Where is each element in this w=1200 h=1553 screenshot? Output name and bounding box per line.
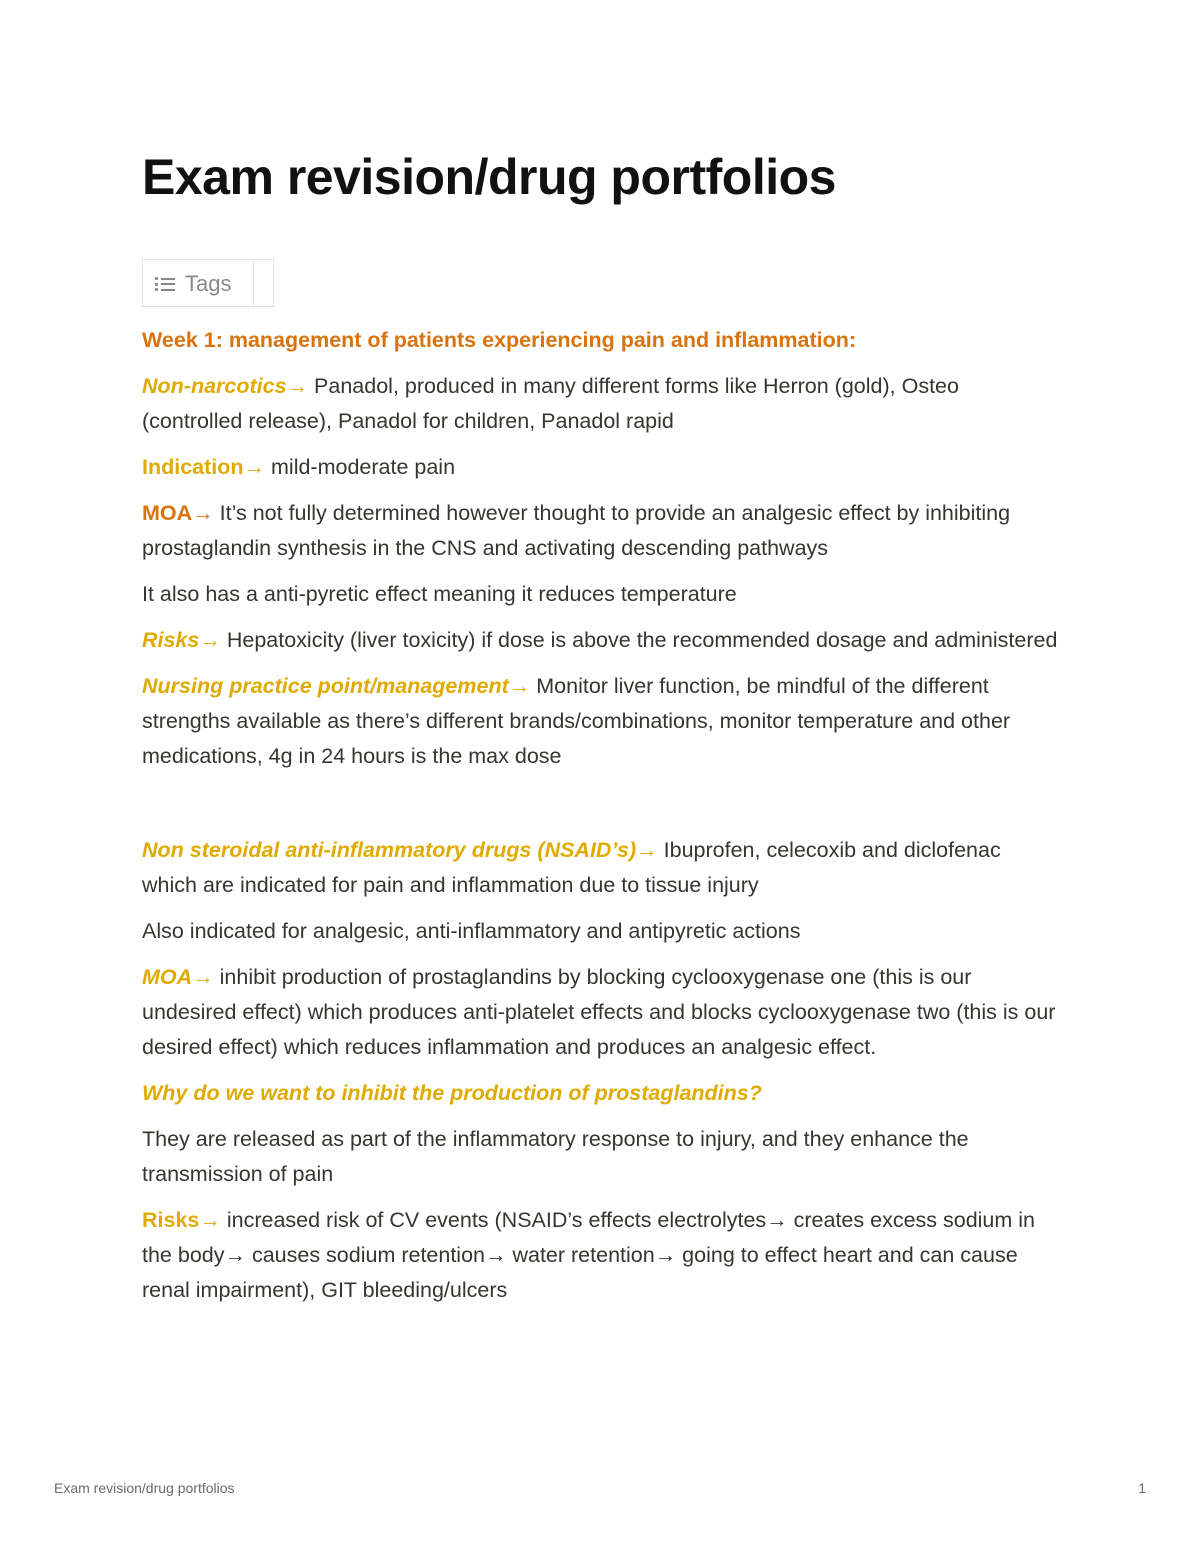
paragraph-risks-nsaids: Risks→ increased risk of CV events (NSAID’s effects electrolytes→ creates excess sodium in the body→ causes sodium retention→ water retention→ going to effect heart and can cause renal impairment), GIT bleeding/ulcers [142, 1208, 1036, 1302]
label-indication: Indication→ [142, 455, 266, 479]
page-footer [54, 1480, 1146, 1496]
spacer [142, 785, 1060, 833]
label-nsaids: Non steroidal anti-inflammatory drugs (NSAID’s)→ [142, 838, 658, 862]
paragraph-nursing-practice: Nursing practice point/management→ Monitor liver function, be mindful of the different strengths available as there’s different brands/combinations, monitor temperature and other medications, 4g in 24 hours is the max dose [142, 674, 1011, 768]
paragraph-antipyretic: It also has a anti-pyretic effect meaning it reduces temperature [142, 582, 737, 606]
label-moa: MOA→ [142, 501, 214, 525]
footer-title: Exam revision/drug portfolios [54, 1480, 235, 1496]
label-moa-nsaids: MOA→ [142, 965, 214, 989]
paragraph-non-narcotics: Non-narcotics→ Panadol, produced in many different forms like Herron (gold), Osteo (controlled release), Panadol for children, Panadol rapid [142, 374, 959, 433]
label-risks: Risks→ [142, 628, 221, 652]
paragraph-nsaids: Non steroidal anti-inflammatory drugs (NSAID’s)→ Ibuprofen, celecoxib and diclofenac which are indicated for pain and inflammation due to tissue injury [142, 838, 1001, 897]
paragraph-answer: They are released as part of the inflammatory response to injury, and they enhance the transmission of pain [142, 1127, 969, 1186]
week-heading: Week 1: management of patients experiencing pain and inflammation: [142, 328, 857, 352]
list-icon [155, 277, 175, 291]
question-prostaglandins: Why do we want to inhibit the production of prostaglandins? [142, 1081, 762, 1105]
paragraph-moa-nsaids: MOA→ inhibit production of prostaglandins by blocking cyclooxygenase one (this is our undesired effect) which produces anti-platelet effects and blocks cyclooxygenase two (this is our desired effect) which reduces inflammation and produces an analgesic effect. [142, 965, 1056, 1059]
paragraph-indication: Indication→ mild-moderate pain [142, 455, 456, 479]
page-title: Exam revision/drug portfolios [142, 149, 836, 205]
label-risks-nsaids: Risks→ [142, 1208, 221, 1232]
content-body [142, 323, 1060, 1319]
paragraph-moa: MOA→ It’s not fully determined however thought to provide an analgesic effect by inhibiting prostaglandin synthesis in the CNS and activating descending pathways [142, 501, 1011, 560]
paragraph-risks: Risks→ Hepatoxicity (liver toxicity) if dose is above the recommended dosage and administered [142, 628, 1058, 652]
tags-divider [253, 260, 254, 306]
tags-label: Tags [185, 271, 232, 296]
page-number: 1 [1138, 1480, 1146, 1496]
paragraph-also-indicated: Also indicated for analgesic, anti-inflammatory and antipyretic actions [142, 919, 801, 943]
paragraph-question [142, 1076, 1060, 1111]
label-non-narcotics: Non-narcotics→ [142, 374, 309, 398]
tags-property[interactable] [142, 259, 274, 307]
label-nursing-practice: Nursing practice point/management→ [142, 674, 531, 698]
